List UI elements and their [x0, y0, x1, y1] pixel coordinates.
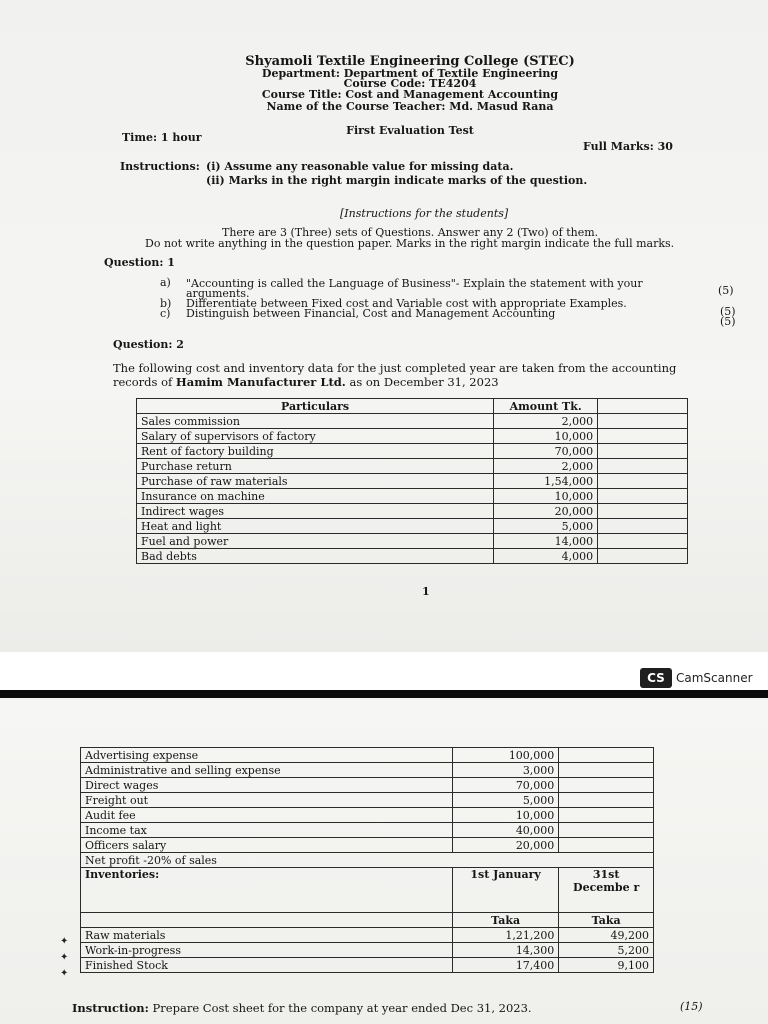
students-line-1: There are 3 (Three) sets of Questions. Answer any 2 (Two) of them.	[222, 226, 599, 239]
table-row: Sales commission 2,000	[137, 414, 688, 429]
camscanner-logo: CS	[640, 668, 672, 688]
camscanner-label: CamScanner	[676, 671, 753, 685]
q1-b-text: Differentiate between Fixed cost and Variable cost with appropriate Examples.	[186, 297, 627, 310]
q2-marks: (15)	[680, 1000, 703, 1013]
table-row: Finished Stock 17,400 9,100	[81, 958, 654, 973]
table-row: Purchase return 2,000	[137, 459, 688, 474]
table-row: Bad debts 4,000	[137, 549, 688, 564]
cost-sheet-instruction: Instruction: Prepare Cost sheet for the company at year ended Dec 31, 2023.	[72, 1001, 532, 1015]
inventory-header-row	[81, 868, 654, 913]
q1-c-tag: c)	[160, 307, 171, 320]
q1-a-text: "Accounting is called the Language of Business"- Explain the statement with your	[186, 277, 643, 290]
q1-b-tag: b)	[160, 297, 172, 310]
table-row: Audit fee 10,000	[81, 808, 654, 823]
test-title: First Evaluation Test	[346, 124, 474, 137]
table-row: Salary of supervisors of factory 10,000	[137, 429, 688, 444]
students-title: [Instructions for the students]	[340, 207, 509, 220]
q1-a-text-2: arguments.	[186, 287, 250, 300]
col-january: 1st January	[452, 868, 558, 913]
q2-intro-1: The following cost and inventory data for the just completed year are taken from the accounting	[113, 361, 677, 375]
question-1-title: Question: 1	[104, 256, 175, 269]
course-teacher: Name of the Course Teacher: Md. Masud Rana	[266, 100, 554, 113]
table-row: Income tax 40,000	[81, 823, 654, 838]
table-row: Rent of factory building 70,000	[137, 444, 688, 459]
instruction-i: (i) Assume any reasonable value for missing data.	[206, 160, 514, 173]
inventories-label: Inventories:	[81, 868, 453, 913]
question-2-title: Question: 2	[113, 338, 184, 351]
table-header-row	[137, 399, 688, 414]
table-row: Direct wages 70,000	[81, 778, 654, 793]
q1-a-marks: (5)	[718, 284, 734, 297]
table-row: Work-in-progress 14,300 5,200	[81, 943, 654, 958]
college-name: Shyamoli Textile Engineering College (STEC)	[245, 54, 575, 69]
q2-intro-2: records of Hamim Manufacturer Ltd. as on December 31, 2023	[113, 375, 499, 389]
course-title: Course Title: Cost and Management Accounting	[261, 88, 559, 101]
students-line-2: Do not write anything in the question paper. Marks in the right margin indicate the full marks.	[145, 237, 675, 250]
page-number: 1	[422, 585, 430, 598]
scan-edge	[0, 690, 768, 698]
table-row: Administrative and selling expense 3,000	[81, 763, 654, 778]
instructions-label: Instructions:	[120, 160, 200, 173]
full-marks: Full Marks: 30	[583, 140, 673, 153]
bullet-mark: ✦	[60, 936, 69, 947]
cost-table-page-1	[136, 398, 688, 564]
col-particulars: Particulars	[137, 399, 494, 414]
table-row: Freight out 5,000	[81, 793, 654, 808]
q1-b-marks: (5)	[720, 305, 736, 318]
table-row: Indirect wages 20,000	[137, 504, 688, 519]
cost-table-page-2	[80, 747, 654, 973]
table-row: Purchase of raw materials 1,54,000	[137, 474, 688, 489]
course-code: Course Code: TE4204	[343, 77, 477, 90]
bullet-mark: ✦	[60, 952, 69, 963]
table-row: Net profit -20% of sales	[81, 853, 654, 868]
table-row: Heat and light 5,000	[137, 519, 688, 534]
table-row: Fuel and power 14,000	[137, 534, 688, 549]
q1-a-tag: a)	[160, 276, 171, 289]
q1-c-text: Distinguish between Financial, Cost and Management Accounting	[186, 307, 556, 320]
instruction-ii: (ii) Marks in the right margin indicate marks of the question.	[206, 174, 588, 187]
department: Department: Department of Textile Engineering	[261, 67, 559, 80]
table-row: Raw materials 1,21,200 49,200	[81, 928, 654, 943]
col-december: 31st Decembe r	[559, 868, 654, 913]
q1-c-marks: (5)	[720, 315, 736, 328]
table-row: Insurance on machine 10,000	[137, 489, 688, 504]
col-amount: Amount Tk.	[494, 399, 598, 414]
table-row: Officers salary 20,000	[81, 838, 654, 853]
bullet-mark: ✦	[60, 968, 69, 979]
time-label: Time: 1 hour	[122, 131, 202, 144]
table-row: Advertising expense 100,000	[81, 748, 654, 763]
taka-row: Taka Taka	[81, 913, 654, 928]
